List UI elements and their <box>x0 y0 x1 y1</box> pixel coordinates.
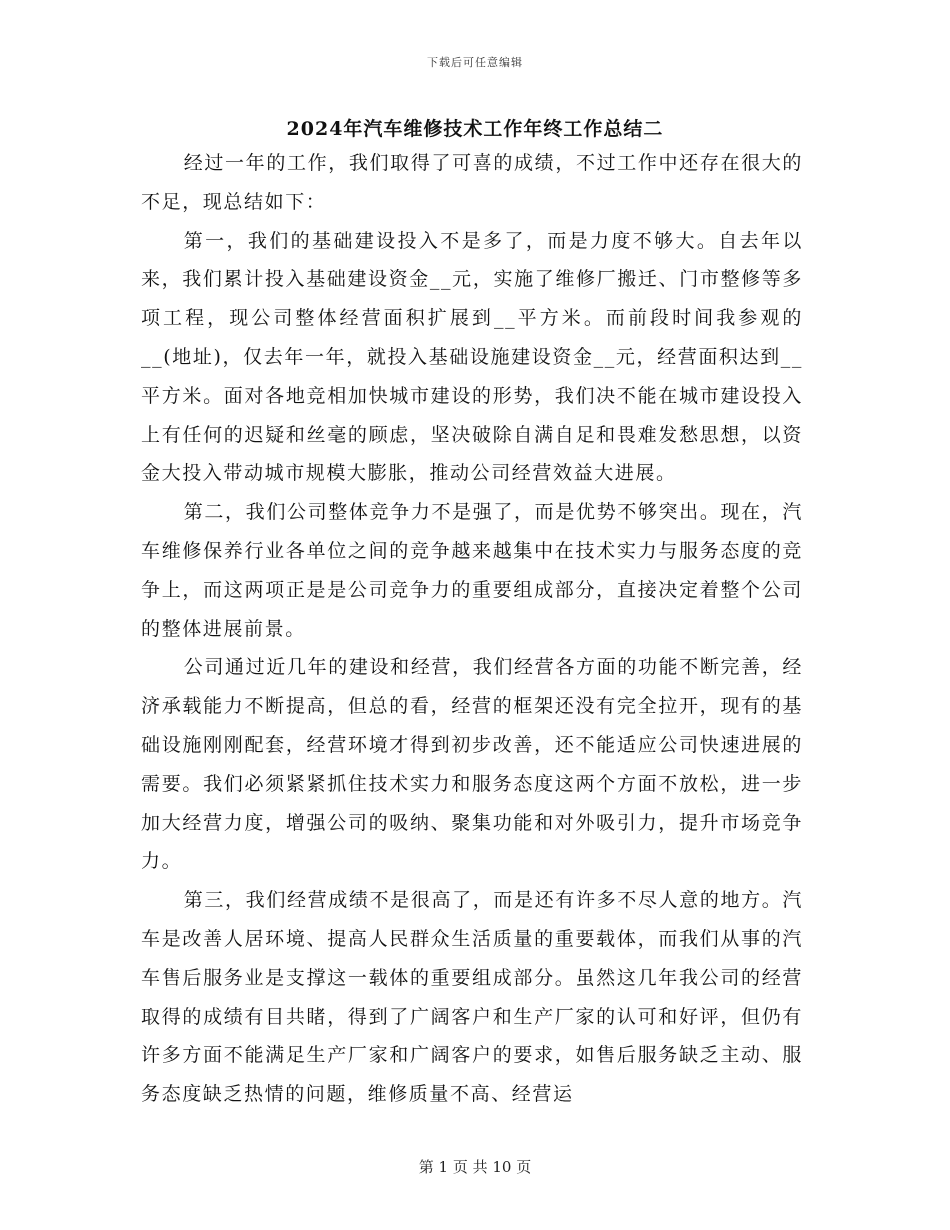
page-number: 第 1 页 共 10 页 <box>418 1158 532 1176</box>
document-title: 2024年汽车维修技术工作年终工作总结二 <box>286 118 664 140</box>
header-note: 下载后可任意编辑 <box>427 56 523 69</box>
paragraph-company: 公司通过近几年的建设和经营，我们经营各方面的功能不断完善，经济承载能力不断提高，但总的看，经营的框架还没有完全拉开，现有的基础设施刚刚配套，经营环境才得到初步改善，还不能适应公司快速进展的需要。我们必须紧紧抓住技术实力和服务态度这两个方面不放松，进一步加大经营力度，增强公司的吸纳、聚集功能和对外吸引力，提升市场竞争力。 <box>141 656 803 873</box>
paragraph-second: 第二，我们公司整体竞争力不是强了，而是优势不够突出。现在，汽车维修保养行业各单位之间的竞争越来越集中在技术实力与服务态度的竞争上，而这两项正是是公司竞争力的重要组成部分，直接决定着整个公司的整体进展前景。 <box>141 501 803 640</box>
paragraph-third: 第三，我们经营成绩不是很高了，而是还有许多不尽人意的地方。汽车是改善人居环境、提高人民群众生活质量的重要载体，而我们从事的汽车售后服务业是支撑这一载体的重要组成部分。虽然这几年我公司的经营取得的成绩有目共睹，得到了广阔客户和生产厂家的认可和好评，但仍有许多方面不能满足生产厂家和广阔客户的要求，如售后服务缺乏主动、服务态度缺乏热情的问题，维修质量不高、经营运 <box>141 889 803 1106</box>
paragraph-first: 第一，我们的基础建设投入不是多了，而是力度不够大。自去年以来，我们累计投入基础建设资金__元，实施了维修厂搬迁、门市整修等多项工程，现公司整体经营面积扩展到__平方米。而前段时间我参观的__(地址)，仅去年一年，就投入基础设施建设资金__元，经营面积达到__平方米。面对各地竞相加快城市建设的形势，我们决不能在城市建设投入上有任何的迟疑和丝毫的顾虑，坚决破除自满自足和畏难发愁思想，以资金大投入带动城市规模大膨胀，推动公司经营效益大进展。 <box>141 229 803 485</box>
paragraph-intro: 经过一年的工作，我们取得了可喜的成绩，不过工作中还存在很大的不足，现总结如下： <box>141 152 803 213</box>
document-body <box>141 144 803 1114</box>
